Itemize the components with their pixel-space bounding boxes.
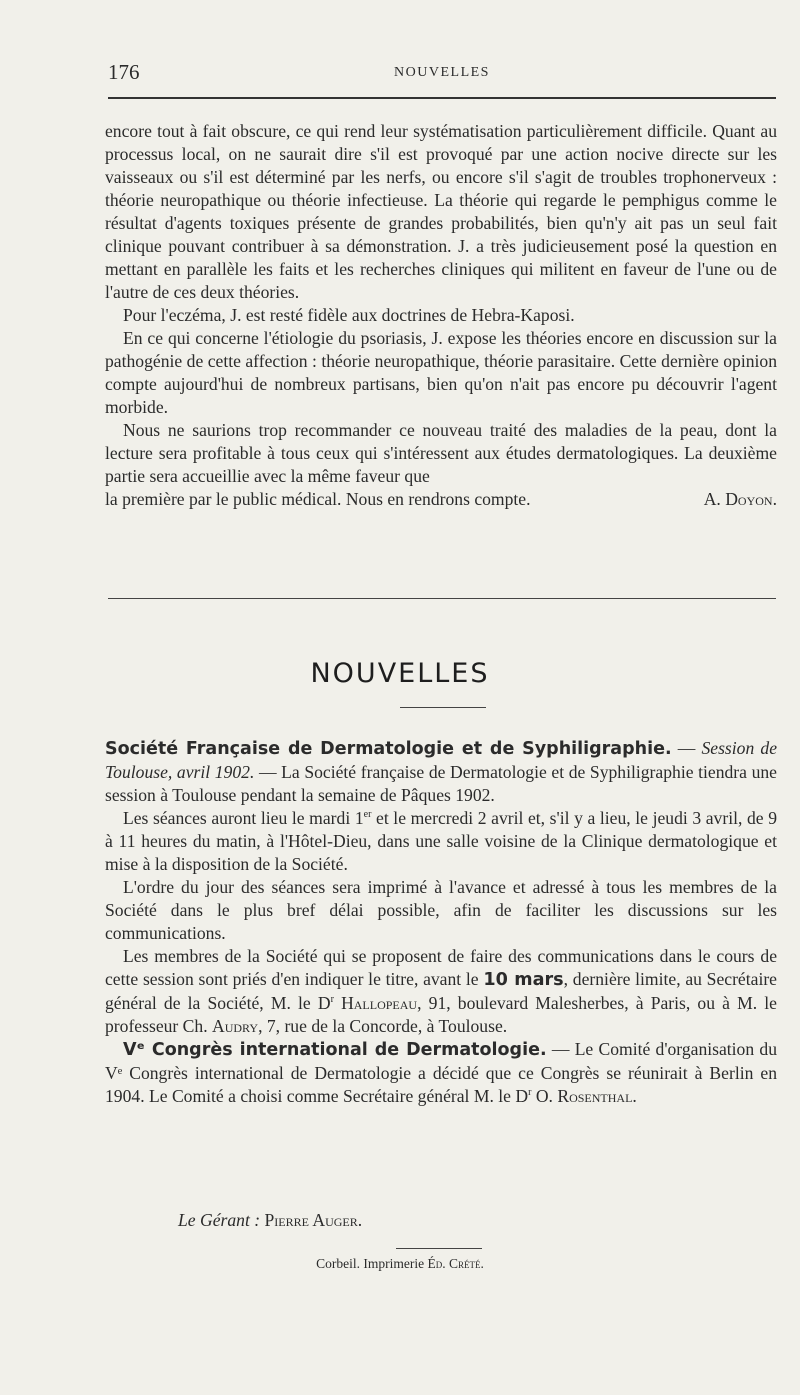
section-title: NOUVELLES — [310, 658, 490, 689]
congress-headline: Vᵉ Congrès international de Dermatologie. — [123, 1040, 547, 1060]
printer-line — [0, 1256, 800, 1272]
news-paragraph-communications — [105, 945, 777, 1038]
page-header — [108, 60, 776, 86]
page-number: 176 — [108, 60, 140, 84]
review-paragraph-4 — [105, 419, 777, 488]
name-rosenthal: Rosenthal — [557, 1086, 633, 1106]
dates-text-b: et le mercredi 2 avril et, s'il y a lieu, le jeudi 3 avril, de 9 à 11 heures du matin, à l'Hôtel-Dieu, dans une salle voisine de la Clinique dermatologique et mise à la disposition de la Société. — [105, 808, 778, 874]
dates-superscript: er — [363, 809, 372, 821]
news-item-society — [105, 737, 777, 807]
running-head: NOUVELLES — [394, 65, 490, 80]
congress-text-b: O. — [531, 1086, 558, 1106]
section-divider — [108, 598, 776, 599]
gerant-name: Pierre Auger. — [264, 1210, 363, 1230]
news-paragraph-dates — [105, 807, 777, 876]
title-underline — [400, 707, 486, 708]
review-paragraph-4-text: Nous ne saurions trop recommander ce nouveau traité des maladies de la peau, dont la lecture sera profitable à tous ceux qui s'intéressent aux études dermatologiques. La deuxième partie sera accueillie avec la même faveur que — [105, 420, 777, 486]
gerant-label: Le Gérant : — [178, 1210, 265, 1230]
society-headline: Société Française de Dermatologie et de Syphiligraphie. — [105, 739, 672, 759]
review-signature: A. Doyon. — [703, 489, 777, 509]
gerant-line — [178, 1210, 362, 1231]
comm-text-b: , dernière limite, au Secrétaire général de la Société, M. le D — [105, 969, 777, 1013]
review-paragraph-1: encore tout à fait obscure, ce qui rend leur systématisation particulièrement difficile. Quant au processus local, on ne saurait dire s'il est provoqué par une action nocive directe sur les vaisseaux ou s'il est déterminé par les nerfs, ou encore s'il s'agit de troubles trophonerveux : théorie neuropathique ou théorie infectieuse. La théorie qui regarde le pemphigus comme le résultat d'agents toxiques présente de grandes probabilités, bien qu'n'y ait pas un seul fait clinique pouvant contribuer à sa démonstration. J. a très judicieusement posé la question en mettant en parallèle les faits et les recherches cliniques qui militent en faveur de l'une ou de l'autre de ces deux théories. — [105, 121, 777, 302]
session-text: — La Société française de Dermatologie et de Syphiligraphie tiendra une session à Toulouse pendant la semaine de Pâques 1902. — [105, 762, 777, 805]
deadline-date: 10 mars — [483, 970, 564, 990]
comm-text-a: Les membres de la Société qui se proposent de faire des communications dans le cours de cette session sont priés d'en indiquer le titre, avant le — [105, 946, 777, 989]
news-paragraph-agenda: L'ordre du jour des séances sera imprimé à l'avance et adressé à tous les membres de la Société dans le plus bref délai possible, afin de faciliter les discussions sur les communications. — [105, 877, 777, 943]
header-rule — [108, 97, 776, 99]
review-last-line: la première par le public médical. Nous en rendrons compte. — [105, 489, 531, 509]
name-audry: Audry — [212, 1016, 259, 1036]
news-section — [105, 737, 777, 1108]
comm-text-d: , 7, rue de la Concorde, à Toulouse. — [258, 1016, 508, 1036]
review-paragraph-3: En ce qui concerne l'étiologie du psoriasis, J. expose les théories encore en discussion sur la pathogénie de cette affection : théorie neuropathique, théorie parasitaire. Cette dernière opinion compte aujourd'hui de nombreux partisans, bien qu'on n'ait pas encore pu découvrir l'agent morbide. — [105, 328, 777, 417]
review-paragraph-2: Pour l'eczéma, J. est resté fidèle aux doctrines de Hebra-Kaposi. — [123, 305, 575, 325]
printer-text: Corbeil. Imprimerie — [316, 1256, 428, 1271]
review-closing-line — [105, 488, 777, 511]
printer-rule — [396, 1248, 482, 1249]
society-dash: — — [671, 738, 702, 758]
congress-text-a: — Le Comité d'organisation du Vᵉ Congrès international de Dermatologie a décidé que ce Congrès se réunirait à Berlin en 1904. Le Comité a choisi comme Secrétaire général M. le D — [105, 1039, 777, 1106]
comm-superscript: r — [330, 994, 334, 1006]
comm-text-c: , 91, boulevard Malesherbes, à Paris, ou à M. le professeur Ch. — [105, 993, 777, 1036]
congress-text-end: . — [632, 1086, 637, 1106]
book-review — [105, 120, 777, 511]
dates-text-a: Les séances auront lieu le mardi 1 — [123, 808, 364, 828]
congress-superscript: r — [528, 1087, 532, 1099]
name-hallopeau: Hallopeau — [341, 993, 418, 1013]
news-item-congress — [105, 1038, 777, 1108]
printer-name: Éd. Crété. — [427, 1256, 484, 1271]
session-heading: Session de Toulouse, avril 1902. — [105, 738, 778, 782]
